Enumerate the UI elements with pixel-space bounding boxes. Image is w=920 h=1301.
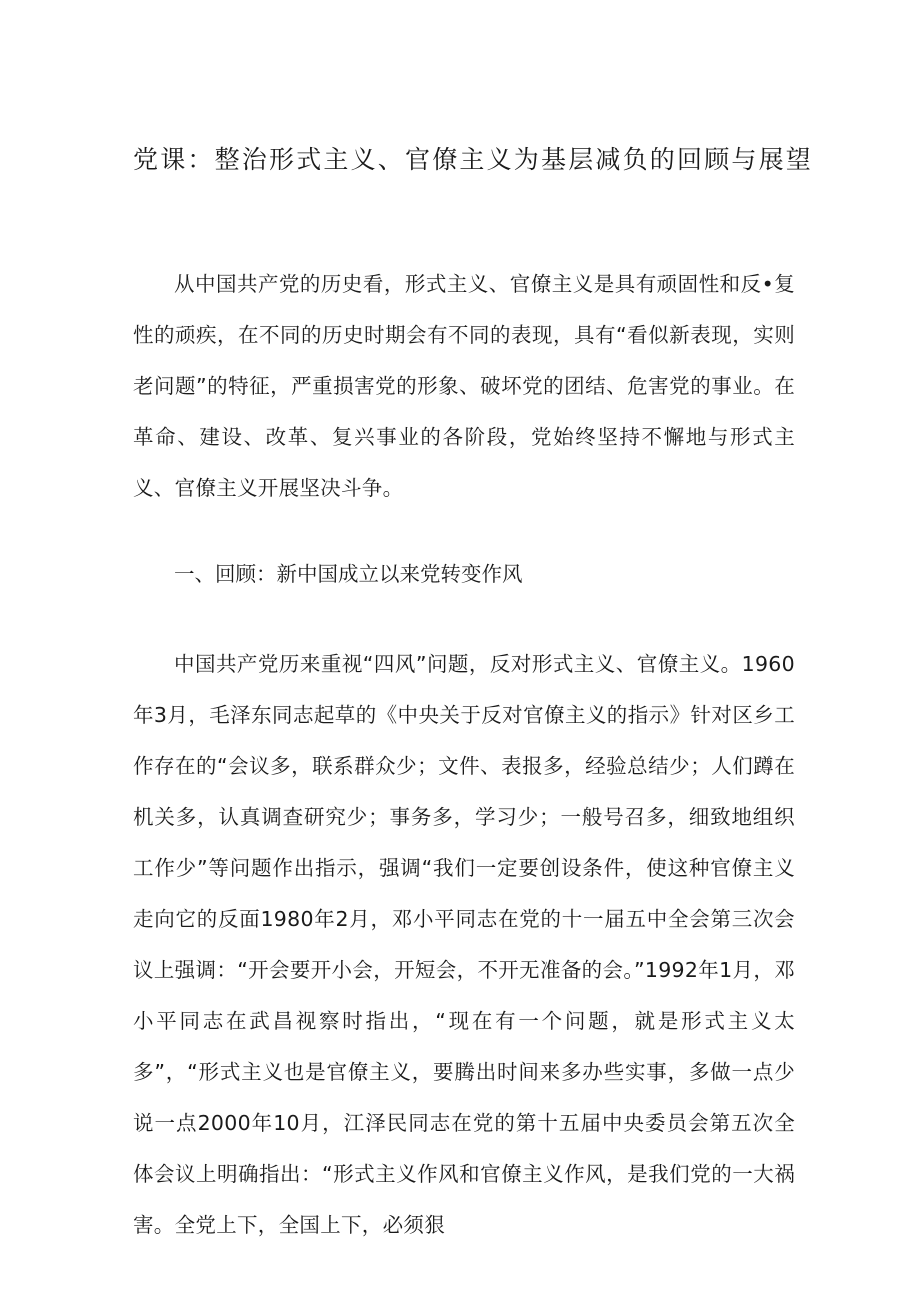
section-heading: 一、回顾：新中国成立以来党转变作风	[174, 562, 523, 586]
section-body-paragraph: 中国共产党历来重视“四风”问题，反对形式主义、官僚主义。1960年3月，毛泽东同志起草的《中央关于反对官僚主义的指示》针对区乡工作存在的“会议多，联系群众少；文件、表报多，经验总结少；人们蹲在机关多，认真调查研究少；事务多，学习少；一般号召多，细致地组织工作少”等问题作出指示，强调“我们一定要创设条件，使这种官僚主义走向它的反面1980年2月，邓小平同志在党的十一届五中全会第三次会议上强调：“开会要开小会，开短会，不开无准备的会。”1992年1月，邓小平同志在武昌视察时指出，“现在有一个问题，就是形式主义太多”，“形式主义也是官僚主义，要腾出时间来多办些实事，多做一点少说一点2000年10月，江泽民同志在党的第十五届中央委员会第五次全体会议上明确指出：“形式主义作风和官僚主义作风，是我们党的一大祸害。全党上下，全国上下，必须狠	[133, 652, 795, 1237]
document-title: 党课：整治形式主义、官僚主义为基层减负的回顾与展望	[133, 145, 814, 174]
intro-paragraph: 从中国共产党的历史看，形式主义、官僚主义是具有顽固性和反•复性的顽疾，在不同的历史时期会有不同的表现，具有“看似新表现，实则老问题”的特征，严重损害党的形象、破坏党的团结、危害党的事业。在革命、建设、改革、复兴事业的各阶段，党始终坚持不懈地与形式主义、官僚主义开展坚决斗争。	[133, 272, 795, 500]
